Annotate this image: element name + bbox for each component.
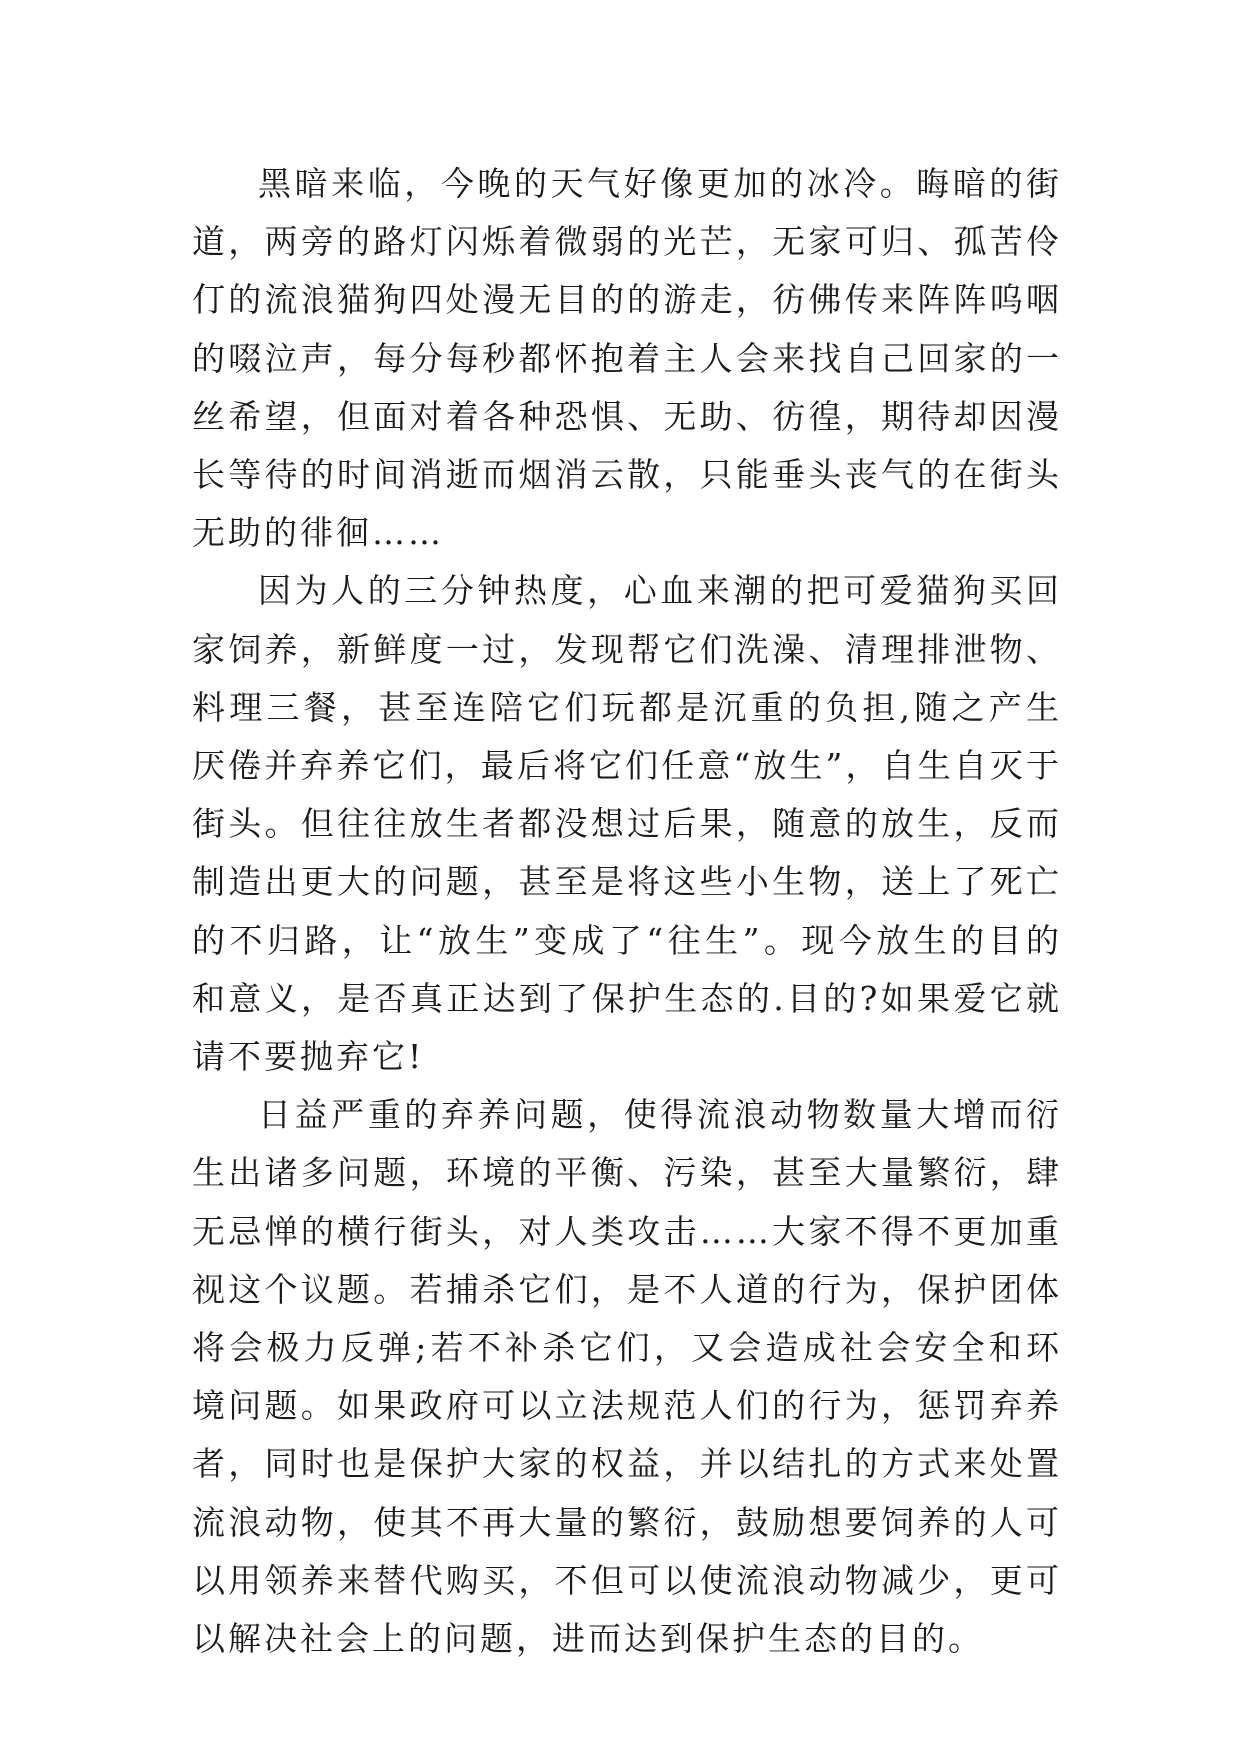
- paragraph-3: 日益严重的弃养问题，使得流浪动物数量大增而衍生出诸多问题，环境的平衡、污染，甚至大量繁衍，肆无忌惮的横行街头，对人类攻击……大家不得不更加重视这个议题。若捕杀它们，是不人道的行为，保护团体将会极力反弹;若不补杀它们，又会造成社会安全和环境问题。如果政府可以立法规范人们的行为，惩罚弃养者，同时也是保护大家的权益，并以结扎的方式来处置流浪动物，使其不再大量的繁衍，鼓励想要饲养的人可以用领养来替代购买，不但可以使流浪动物减少，更可以解决社会上的问题，进而达到保护生态的目的。: [192, 1095, 1062, 1659]
- paragraph-1: 黑暗来临，今晚的天气好像更加的冰冷。晦暗的街道，两旁的路灯闪烁着微弱的光芒，无家可归、孤苦伶仃的流浪猫狗四处漫无目的的游走，彷佛传来阵阵呜咽的啜泣声，每分每秒都怀抱着主人会来找自己回家的一丝希望，但面对着各种恐惧、无助、彷徨，期待却因漫长等待的时间消逝而烟消云散，只能垂头丧气的在街头无助的徘徊……: [192, 164, 1062, 553]
- paragraph-2: 因为人的三分钟热度，心血来潮的把可爱猫狗买回家饲养，新鲜度一过，发现帮它们洗澡、清理排泄物、料理三餐，甚至连陪它们玩都是沉重的负担,随之产生厌倦并弃养它们，最后将它们任意“放生”，自生自灭于街头。但往往放生者都没想过后果，随意的放生，反而制造出更大的问题，甚至是将这些小生物，送上了死亡的不归路，让“放生”变成了“往生”。现今放生的目的和意义，是否真正达到了保护生态的.目的?如果爱它就请不要抛弃它!: [192, 571, 1062, 1077]
- document-body: [192, 155, 1062, 1668]
